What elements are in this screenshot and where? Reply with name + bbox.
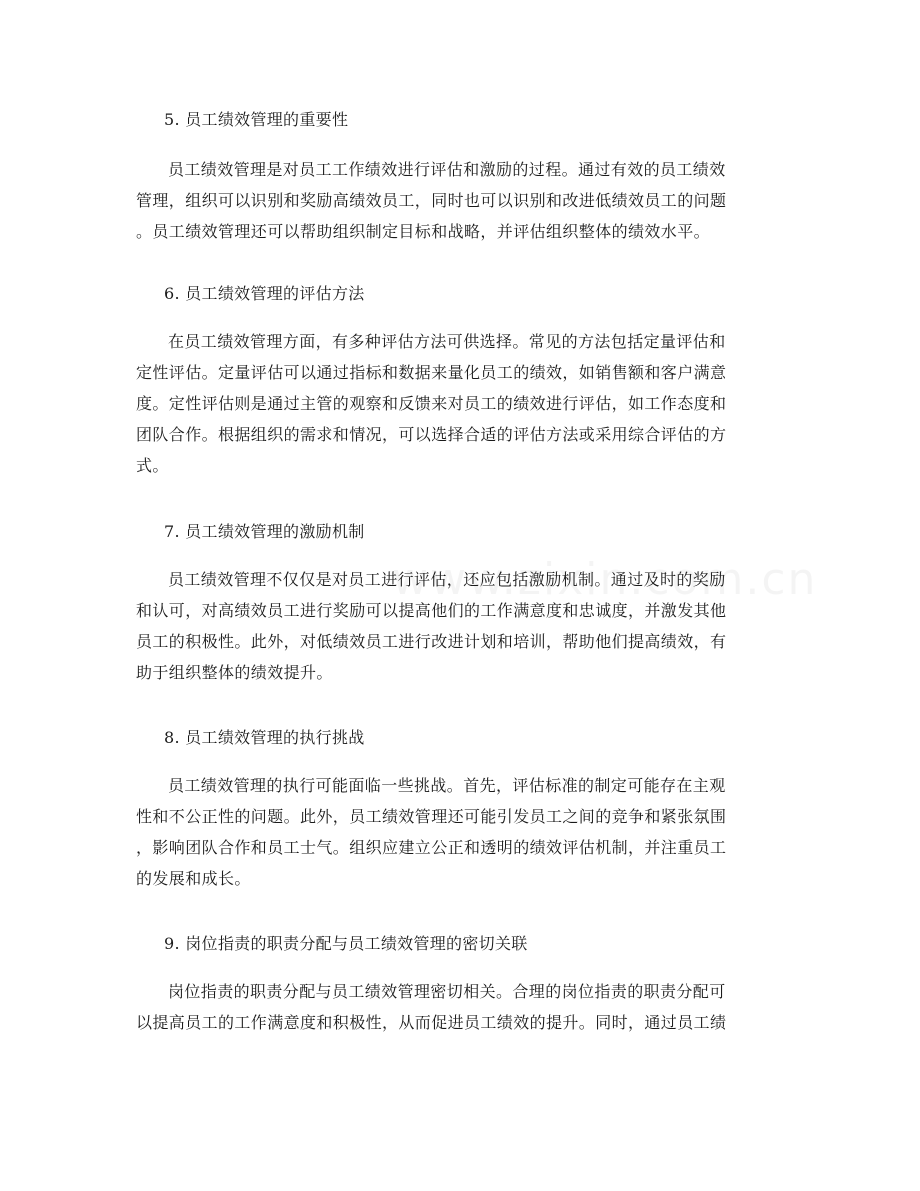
section-heading-8: 8. 员工绩效管理的执行挑战 <box>164 728 365 747</box>
paragraph-line: ，影响团队合作和员工士气。组织应建立公正和透明的绩效评估机制，并注重员工 <box>136 838 727 857</box>
section-paragraph-9 <box>136 976 784 1038</box>
paragraph-line: 员工的积极性。此外，对低绩效员工进行改进计划和培训，帮助他们提高绩效，有 <box>136 632 727 651</box>
section-heading-5: 5. 员工绩效管理的重要性 <box>164 110 349 129</box>
section-paragraph-6 <box>136 326 784 481</box>
paragraph-line: 员工绩效管理的执行可能面临一些挑战。首先，评估标准的制定可能存在主观 <box>168 776 726 795</box>
paragraph-line: 性和不公正性的问题。此外，员工绩效管理还可能引发员工之间的竞争和紧张氛围 <box>136 807 727 826</box>
paragraph-line: 助于组织整体的绩效提升。 <box>136 663 333 682</box>
paragraph-line: 度。定性评估则是通过主管的观察和反馈来对员工的绩效进行评估，如工作态度和 <box>136 394 727 413</box>
paragraph-line: 员工绩效管理是对员工工作绩效进行评估和激励的过程。通过有效的员工绩效 <box>168 160 726 179</box>
paragraph-line: 。员工绩效管理还可以帮助组织制定目标和战略，并评估组织整体的绩效水平。 <box>136 222 711 241</box>
paragraph-line: 的发展和成长。 <box>136 869 251 888</box>
paragraph-line: 以提高员工的工作满意度和积极性，从而促进员工绩效的提升。同时，通过员工绩 <box>136 1013 727 1032</box>
paragraph-line: 管理，组织可以识别和奖励高绩效员工，同时也可以识别和改进低绩效员工的问题 <box>136 191 727 210</box>
paragraph-line: 式。 <box>136 456 169 475</box>
paragraph-line: 定性评估。定量评估可以通过指标和数据来量化员工的绩效，如销售额和客户满意 <box>136 363 727 382</box>
section-heading-9: 9. 岗位指责的职责分配与员工绩效管理的密切关联 <box>164 934 528 953</box>
section-heading-6: 6. 员工绩效管理的评估方法 <box>164 284 365 303</box>
section-heading-7: 7. 员工绩效管理的激励机制 <box>164 522 365 541</box>
section-paragraph-5 <box>136 154 784 247</box>
paragraph-line: 团队合作。根据组织的需求和情况，可以选择合适的评估方法或采用综合评估的方 <box>136 425 727 444</box>
paragraph-line: 岗位指责的职责分配与员工绩效管理密切相关。合理的岗位指责的职责分配可 <box>168 982 726 1001</box>
section-paragraph-7 <box>136 564 784 688</box>
paragraph-line: 和认可，对高绩效员工进行奖励可以提高他们的工作满意度和忠诚度，并激发其他 <box>136 601 727 620</box>
section-paragraph-8 <box>136 770 784 894</box>
paragraph-line: 在员工绩效管理方面，有多种评估方法可供选择。常见的方法包括定量评估和 <box>168 332 726 351</box>
paragraph-line: 员工绩效管理不仅仅是对员工进行评估，还应包括激励机制。通过及时的奖励 <box>168 570 726 589</box>
